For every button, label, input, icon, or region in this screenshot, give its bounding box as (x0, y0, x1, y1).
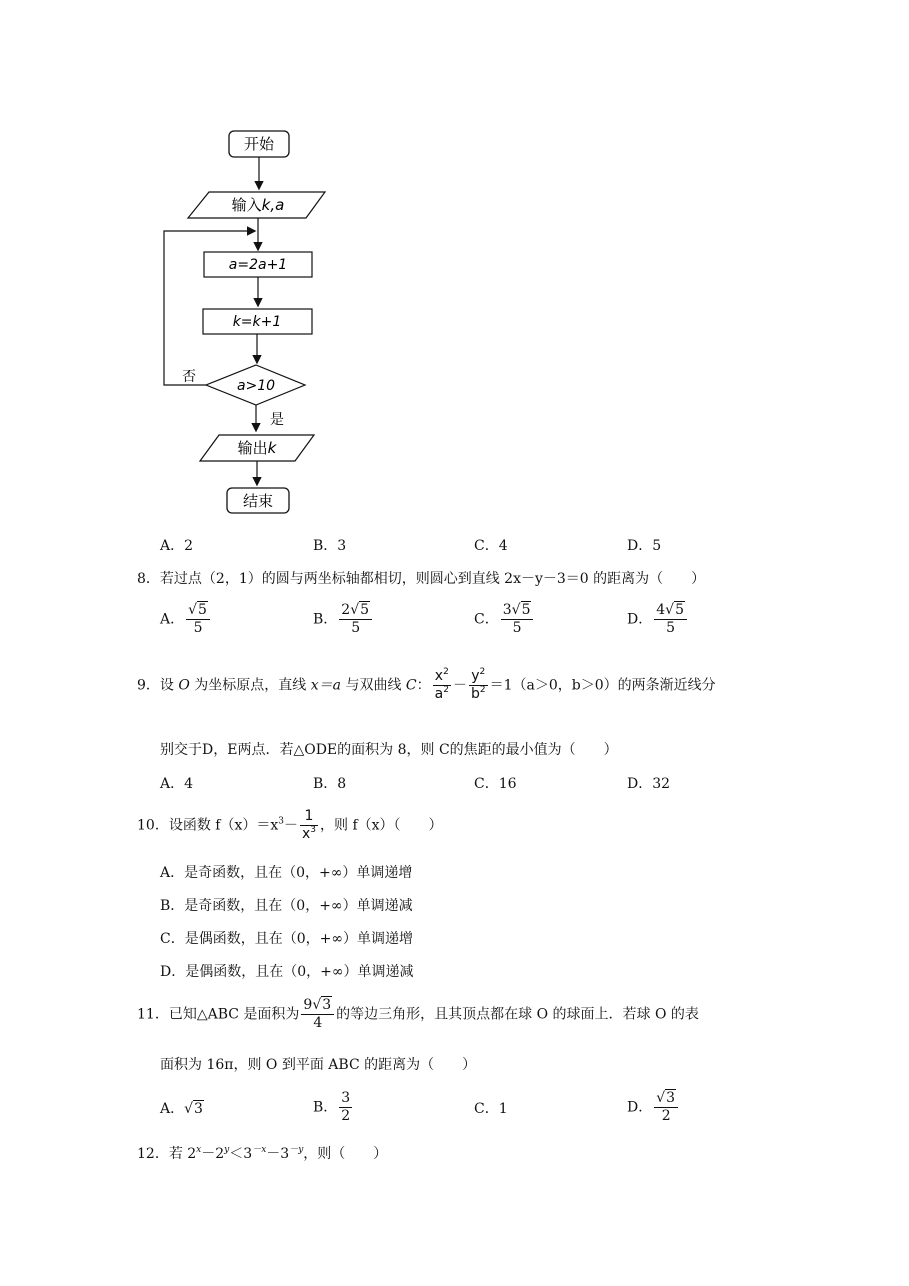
step-k-label: k=k+1 (232, 314, 282, 330)
q7-option-a: A．2 (160, 538, 194, 554)
q8-option-c: C． $\frac{3√5}{5}$ (474, 602, 535, 637)
q9-option-b: B．8 (313, 776, 347, 792)
q9-stem-line2: 别交于D，E两点．若△ODE的面积为 8，则 C的焦距的最小值为（ ） (160, 742, 618, 758)
q8-option-a: A． $\frac{√5}{5}$ (160, 602, 212, 637)
q7-option-b: B．3 (313, 538, 347, 554)
step-a-label: a=2a+1 (228, 257, 288, 273)
q7-option-c: C．4 (474, 538, 508, 554)
input-label: 输入k,a (231, 196, 285, 214)
q11-option-d: D． $\frac{√3}{2}$ (627, 1090, 680, 1125)
output-label: 输出k (237, 439, 277, 457)
q9-option-a: A．4 (160, 776, 194, 792)
q9-option-d: D．32 (627, 776, 671, 792)
start-label: 开始 (243, 135, 275, 153)
q10-option-b: B．是奇函数，且在（0，+∞）单调递减 (160, 898, 413, 914)
q8-option-d: D． $\frac{4√5}{5}$ (627, 602, 689, 637)
q10-option-d: D．是偶函数，且在（0，+∞）单调递减 (160, 964, 414, 980)
q9-stem-line1: 9．设 O 为坐标原点，直线 x＝a 与双曲线 C： $\frac{x^2}{a^2}$ － $\frac{y^2}{b^2}$ ＝1（a＞0，b＞0）的两条渐近线分 (137, 667, 716, 702)
q11-stem-line1: 11．已知△ABC 是面积为 $\frac{9√3}{4}$ 的等边三角形，且其顶点都在球 O 的球面上．若球 O 的表 (137, 997, 699, 1031)
end-label: 结束 (242, 492, 274, 510)
q11-option-b: B． $\frac{3}{2}$ (313, 1090, 351, 1124)
q12-stem: 12．若 $2^x-2^y<3^{-x}-3^{-y}$，则（ ） (137, 1145, 388, 1162)
flowchart (0, 0, 909, 530)
q7-option-d: D．5 (627, 538, 662, 554)
condition-label: a>10 (236, 378, 276, 394)
q11-option-a: A．√3 (160, 1101, 203, 1117)
yes-label: 是 (270, 412, 284, 428)
q8-stem: 8．若过点（2，1）的圆与两坐标轴都相切，则圆心到直线 2x－y－3＝0 的距离为（ ） (137, 571, 706, 587)
q8-option-b: B． $\frac{2√5}{5}$ (313, 602, 374, 637)
no-label: 否 (182, 369, 196, 385)
q10-stem: 10．设函数 $f(x)=x^3-$ $\frac{1}{x^3}$ ，则 f（x）（ ） (137, 808, 443, 842)
q10-option-c: C．是偶函数，且在（0，+∞）单调递增 (160, 931, 414, 947)
q11-stem-line2: 面积为 16π，则 O 到平面 ABC 的距离为（ ） (160, 1057, 477, 1073)
q9-option-c: C．16 (474, 776, 517, 792)
q11-option-c: C．1 (474, 1101, 508, 1117)
q10-option-a: A．是奇函数，且在（0，+∞）单调递增 (160, 865, 413, 881)
